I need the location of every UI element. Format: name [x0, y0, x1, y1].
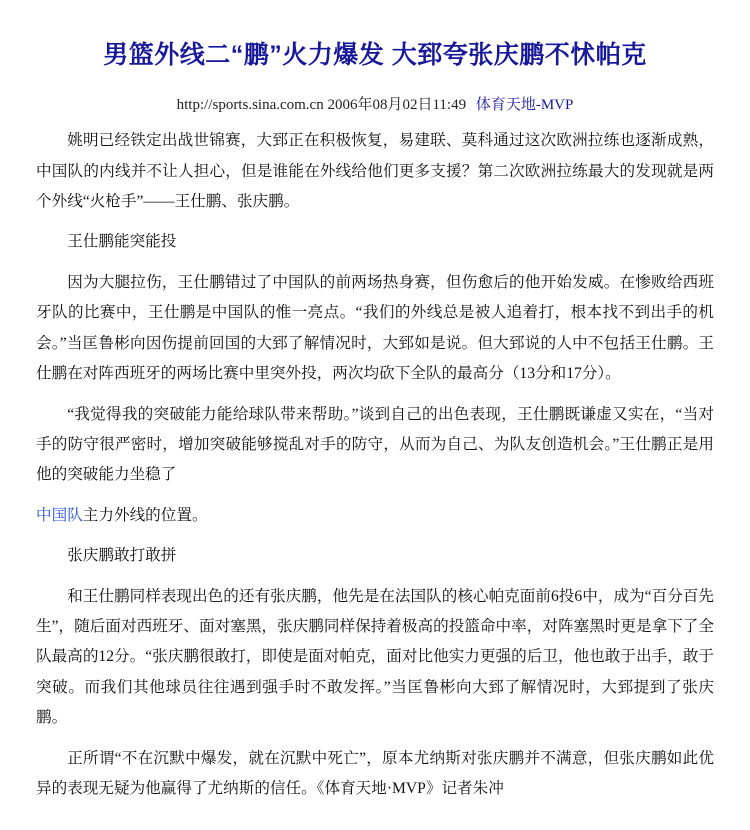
subheading-zhangqingpeng: 张庆鹏敢打敢拼 [67, 547, 177, 565]
paragraph-spacer [36, 493, 714, 501]
article-body [0, 120, 750, 830]
paragraph-spacer [36, 533, 714, 541]
paragraph-spacer [36, 574, 714, 582]
paragraph-wangshipeng-3 [36, 501, 714, 531]
publish-date: 2006年08月02日11:49 [327, 97, 467, 114]
source-url: http://sports.sina.com.cn [176, 97, 324, 114]
page-title: 男篮外线二“鹏”火力爆发 大郅夸张庆鹏不怵帕克 [103, 40, 647, 69]
paragraph-wangshipeng-2: “我觉得我的突破能力能给球队带来帮助。”谈到自己的出色表现，王仕鹏既谦虚又实在，“当对手的防守很严密时，增加突破能够搅乱对手的防守，从而为自己、为队友创造机会。”王仕鹏正是用他的突破能力坐稳了 [36, 405, 714, 484]
team-link-china[interactable]: 中国队 [36, 506, 83, 524]
paragraph-spacer [36, 219, 714, 227]
paragraph-wangshipeng-3-text: 主力外线的位置。 [82, 506, 208, 524]
article-page [0, 17, 750, 830]
paragraph-wangshipeng-1: 因为大腿拉伤，王仕鹏错过了中国队的前两场热身赛，但伤愈后的他开始发威。在惨败给西班牙队的比赛中，王仕鹏是中国队的惟一亮点。“我们的外线总是被人追着打，根本找不到出手的机会。”当匡鲁彬向因伤提前回国的大郅了解情况时，大郅如是说。但大郅说的人中不包括王仕鹏。王仕鹏在对阵西班牙的两场比赛中里突外投，两次均砍下全队的最高分（13分和17分）。 [36, 273, 714, 383]
paragraph-intro: 姚明已经铁定出战世锦赛，大郅正在积极恢复，易建联、莫科通过这次欧洲拉练也逐渐成熟，中国队的内线并不让人担心，但是谁能在外线给他们更多支援？第二次欧洲拉练最大的发现就是两个外线“火枪手”——王仕鹏、张庆鹏。 [36, 132, 714, 211]
subheading-wangshipeng: 王仕鹏能突能投 [67, 233, 177, 251]
byline [0, 93, 750, 114]
paragraph-spacer [36, 392, 714, 400]
source-name[interactable]: 体育天地-MVP [475, 97, 574, 114]
paragraph-spacer [36, 736, 714, 744]
paragraph-zhangqingpeng-1: 和王仕鹏同样表现出色的还有张庆鹏，他先是在法国队的核心帕克面前6投6中，成为“百分百先生”，随后面对西班牙、面对塞黑，张庆鹏同样保持着极高的投篮命中率，对阵塞黑时更是拿下了全队最高的12分。“张庆鹏很敢打，即使是面对帕克，面对比他实力更强的后卫，他也敢于出手，敢于突破。而我们其他球员往往遇到强手时不敢发挥。”当匡鲁彬向大郅了解情况时，大郅提到了张庆鹏。 [36, 587, 714, 727]
paragraph-zhangqingpeng-2: 正所谓“不在沉默中爆发，就在沉默中死亡”，原本尤纳斯对张庆鹏并不满意，但张庆鹏如此优异的表现无疑为他赢得了尤纳斯的信任。《体育天地·MVP》记者朱冲 [36, 749, 714, 797]
paragraph-spacer [36, 260, 714, 268]
